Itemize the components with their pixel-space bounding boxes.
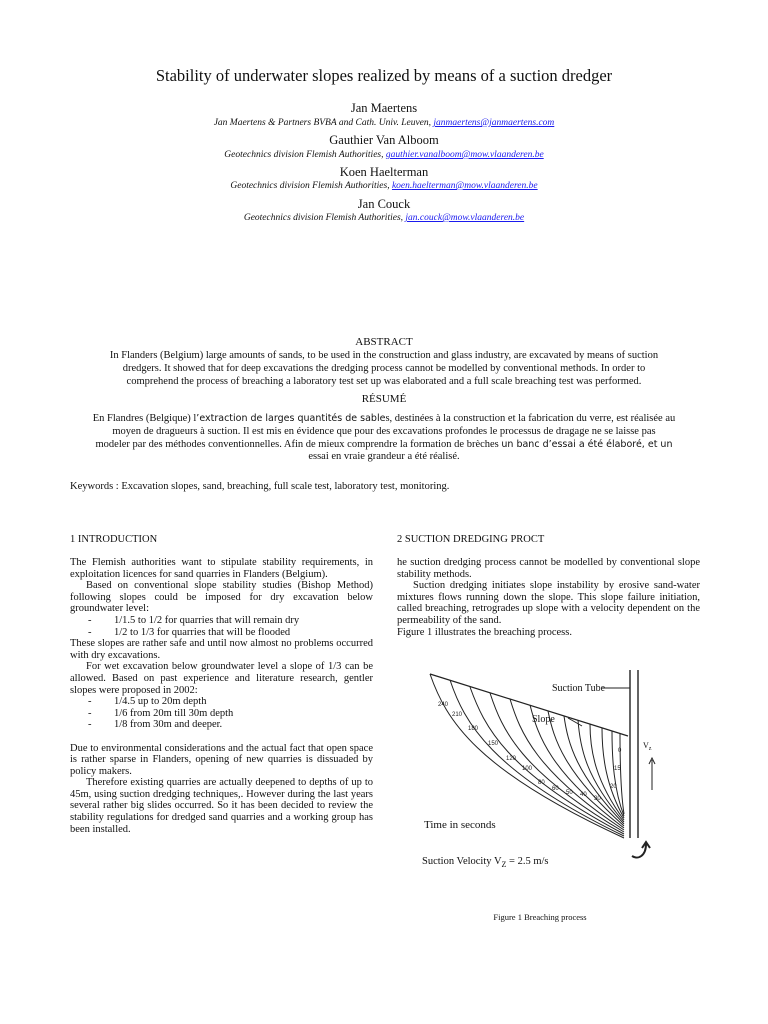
section-2-heading: 2 SUCTION DREDGING PROCT: [397, 534, 545, 545]
author-email-link[interactable]: gauthier.vanalboom@mow.vlaanderen.be: [385, 150, 544, 160]
section-1-body: [70, 557, 373, 835]
list-item: - 1/2 to 1/3 for quarries that will be flooded: [88, 626, 291, 638]
time-tick: 100: [522, 766, 533, 772]
paper-title: Stability of underwater slopes realized by means of a suction dredger: [155, 66, 613, 85]
author-email-link[interactable]: jan.couck@mow.vlaanderen.be: [405, 213, 525, 223]
paragraph: Therefore existing quarries are actually deepened to depths of up to 45m, using suction dredging techniques,. However during the last years several rather big slides occurred. So it has been decided to review the stability regulations for dredged sand quarries and a working group has been installed.: [70, 777, 373, 835]
vz-label: $V_z$: [643, 741, 652, 752]
author-name: Koen Haelterman: [339, 165, 429, 179]
author-name: Jan Maertens: [350, 101, 418, 115]
author-affiliation: Geotechnics division Flemish Authorities, koen.haelterman@mow.vlaanderen.be: [230, 181, 538, 191]
keywords: Keywords : Excavation slopes, sand, breaching, full scale test, laboratory test, monitoring.: [70, 481, 450, 492]
time-tick: 210: [452, 712, 463, 718]
author-name: Gauthier Van Alboom: [329, 133, 439, 147]
author-email-link[interactable]: janmaertens@janmaertens.com: [433, 118, 555, 128]
velocity-label: Suction Velocity $V_Z = 2.5$ m/s: [422, 856, 549, 869]
paragraph: Suction dredging initiates slope instability by erosive sand-water mixtures flows running down the slope. This slope failure initiation, called breaching, retrogrades up slope with a velocity dependent on the permeability of the sand.: [397, 580, 700, 626]
suction-tube-label: Suction Tube: [552, 683, 606, 694]
paragraph: Based on conventional slope stability studies (Bishop Method) following slopes could be imposed for dry excavation below groundwater level:: [70, 580, 373, 615]
breach-contour: [470, 687, 624, 834]
resume-line: moyen de dragueurs à suction. Il est mis en évidence que pour des excavations profondes le processus de dragage ne se laisse pas: [112, 425, 656, 437]
author-affiliation: Geotechnics division Flemish Authorities, jan.couck@mow.vlaanderen.be: [243, 213, 525, 223]
time-tick: 180: [468, 726, 479, 732]
abstract-heading: ABSTRACT: [355, 336, 413, 348]
time-tick: 0: [618, 748, 622, 754]
breaching-process-figure: [406, 660, 668, 876]
time-tick: 150: [488, 741, 499, 747]
paragraph: Due to environmental considerations and the actual fact that open space is rather sparse in Flanders, opening of new quarries is dissuaded by policy makers.: [70, 742, 373, 777]
time-label: Time in seconds: [424, 819, 496, 831]
breach-contour: [620, 734, 624, 814]
slope-label: Slope: [532, 714, 555, 725]
resume-line: modeler par des méthodes conventionnelles. Afin de mieux comprendre la formation de brèches un banc d’essai a été élaboré, et un: [95, 438, 673, 450]
author-name: Jan Couck: [357, 197, 411, 211]
list-item: - 1/4.5 up to 20m depth: [88, 696, 207, 708]
abstract-line: comprehend the process of breaching a laboratory test set up was elaborated and a full scale breaching test was performed.: [126, 375, 642, 387]
time-tick: 15: [614, 766, 621, 772]
time-tick: 60: [552, 786, 559, 792]
resume-text: [70, 413, 698, 464]
time-tick: 40: [580, 792, 587, 798]
list-item: - 1/6 from 20m till 30m depth: [88, 707, 234, 719]
abstract-line: In Flanders (Belgium) large amounts of sands, to be used in the construction and glass industry, are excavated by means of suction: [109, 350, 659, 361]
paragraph: The Flemish authorities want to stipulate stability requirements, in exploitation licences for sand quarries in Flanders (Belgium).: [70, 557, 373, 580]
resume-line: essai en vraie grandeur a été réalisé.: [308, 451, 460, 463]
time-tick: 20: [610, 784, 617, 790]
time-tick: 120: [506, 756, 517, 762]
time-tick: 80: [538, 780, 545, 786]
resume-heading: RÉSUMÉ: [361, 393, 407, 405]
paragraph: For wet excavation below groundwater level a slope of 1/3 can be allowed. Based on past experience and literature research, gentler slopes were proposed in 2002:: [70, 661, 373, 696]
paragraph: he suction dredging process cannot be modelled by conventional slope stability methods.: [397, 557, 700, 580]
abstract-text: [70, 350, 698, 388]
time-tick: 30: [594, 796, 601, 802]
breach-contour: [430, 674, 624, 838]
author-affiliation: Jan Maertens & Partners BVBA and Cath. Univ. Leuven, janmaertens@janmaertens.com: [213, 118, 555, 128]
list-item: - 1/1.5 to 1/2 for quarries that will remain dry: [88, 614, 300, 626]
time-tick: 240: [438, 702, 449, 708]
author-affiliation: Geotechnics division Flemish Authorities, gauthier.vanalboom@mow.vlaanderen.be: [224, 150, 544, 160]
abstract-line: dredgers. It showed that for deep excavations the dredging process cannot be modelled by conventional methods. In order to: [122, 362, 646, 374]
figure-caption: Figure 1 Breaching process: [493, 912, 587, 922]
section-2-body: [397, 557, 700, 638]
time-tick: 50: [566, 790, 573, 796]
list-item: - 1/8 from 30m and deeper.: [88, 719, 223, 731]
paragraph: These slopes are rather safe and until now almost no problems occurred with dry excavations.: [70, 638, 373, 661]
resume-line: En Flandres (Belgique) l’extraction de larges quantités de sables, destinées à la construction et la fabrication du verre, est réalisée au: [92, 413, 676, 424]
author-email-link[interactable]: koen.haelterman@mow.vlaanderen.be: [391, 181, 538, 191]
section-1-heading: 1 INTRODUCTION: [70, 534, 158, 545]
paragraph: Figure 1 illustrates the breaching process.: [397, 626, 572, 638]
